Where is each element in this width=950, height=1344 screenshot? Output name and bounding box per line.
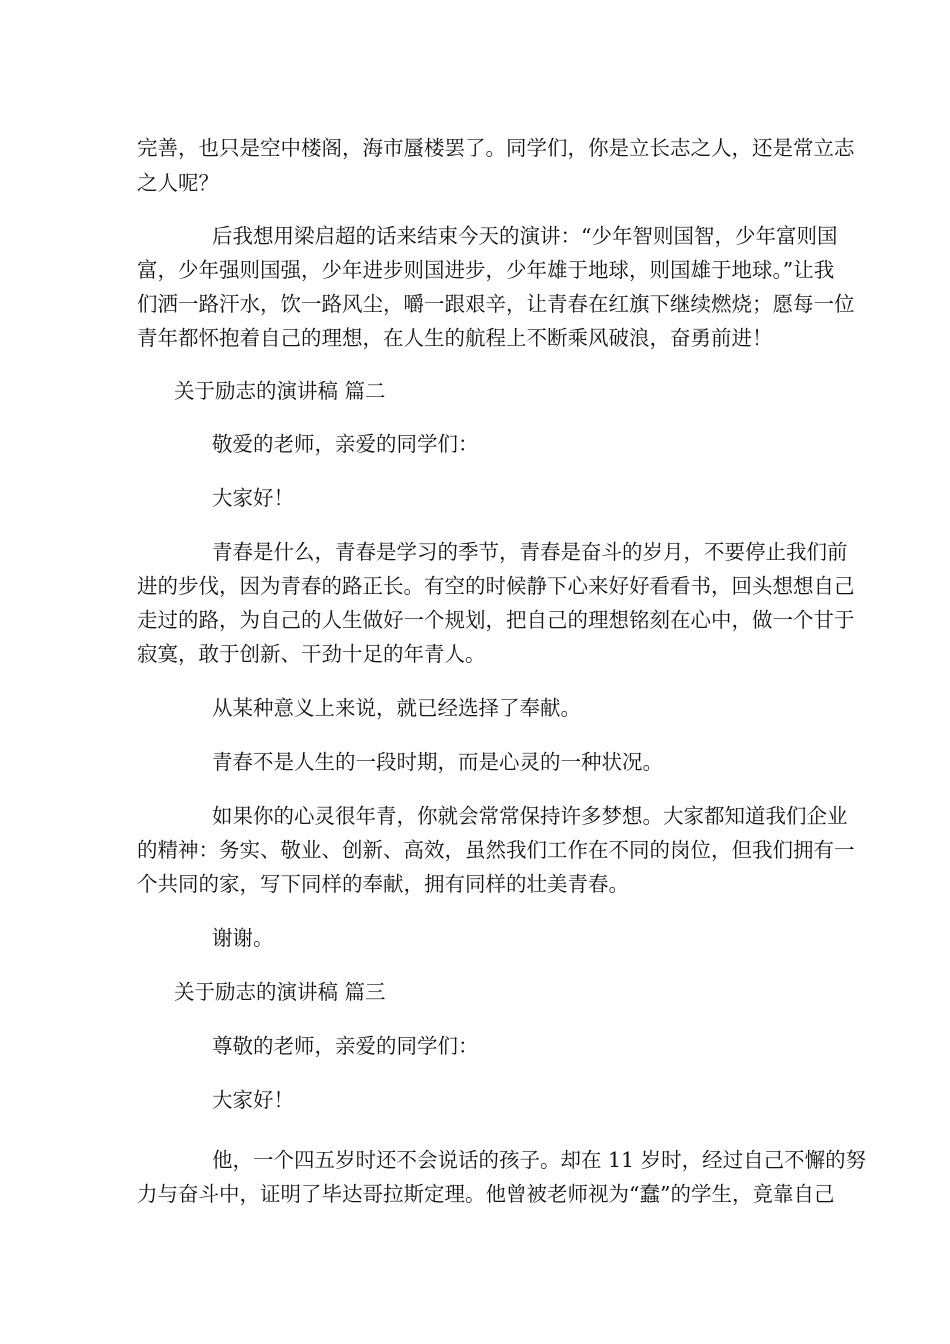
paragraph-line: 的精神：务实、敬业、创新、高效，虽然我们工作在不同的岗位，但我们拥有一 <box>137 838 855 862</box>
salutation: 尊敬的老师，亲爱的同学们： <box>212 1034 479 1058</box>
salutation: 敬爱的老师，亲爱的同学们： <box>212 432 479 456</box>
paragraph-line: 进的步伐，因为青春的路正长。有空的时候静下心来好好看看书，回头想想自己 <box>137 574 855 598</box>
closing: 谢谢。 <box>212 926 274 950</box>
paragraph-line: 寂寞，敢于创新、干劲十足的年青人。 <box>137 642 486 666</box>
paragraph-line: 从某种意义上来说，就已经选择了奉献。 <box>212 696 581 720</box>
paragraph-line: 他，一个四五岁时还不会说话的孩子。却在 11 岁时，经过自己不懈的努 <box>212 1148 867 1172</box>
paragraph-line: 青年都怀抱着自己的理想，在人生的航程上不断乘风破浪，奋勇前进！ <box>137 326 773 350</box>
paragraph-line: 们洒一路汗水，饮一路风尘，嚼一跟艰辛，让青春在红旗下继续燃烧；愿每一位 <box>137 292 855 316</box>
paragraph-line: 富，少年强则国强，少年进步则国进步，少年雄于地球，则国雄于地球。”让我 <box>137 258 835 282</box>
paragraph-line: 力与奋斗中，证明了毕达哥拉斯定理。他曾被老师视为“蠢”的学生，竟靠自己 <box>137 1182 835 1206</box>
greeting: 大家好！ <box>212 486 294 510</box>
paragraph-line: 青春不是人生的一段时期，而是心灵的一种状况。 <box>212 750 663 774</box>
paragraph-line: 走过的路，为自己的人生做好一个规划，把自己的理想铭刻在心中，做一个甘于 <box>137 608 855 632</box>
paragraph-line: 如果你的心灵很年青，你就会常常保持许多梦想。大家都知道我们企业 <box>212 804 848 828</box>
section-heading: 关于励志的演讲稿 篇二 <box>174 379 386 403</box>
section-heading: 关于励志的演讲稿 篇三 <box>174 980 386 1004</box>
paragraph-line: 个共同的家，写下同样的奉献，拥有同样的壮美青春。 <box>137 872 629 896</box>
paragraph-line: 完善，也只是空中楼阁，海市蜃楼罢了。同学们，你是立长志之人，还是常立志 <box>137 136 855 160</box>
greeting: 大家好！ <box>212 1088 294 1112</box>
paragraph-line: 之人呢？ <box>137 171 219 195</box>
paragraph-line: 青春是什么，青春是学习的季节，青春是奋斗的岁月，不要停止我们前 <box>212 540 848 564</box>
paragraph-line: 后我想用梁启超的话来结束今天的演讲：“少年智则国智，少年富则国 <box>212 224 838 248</box>
